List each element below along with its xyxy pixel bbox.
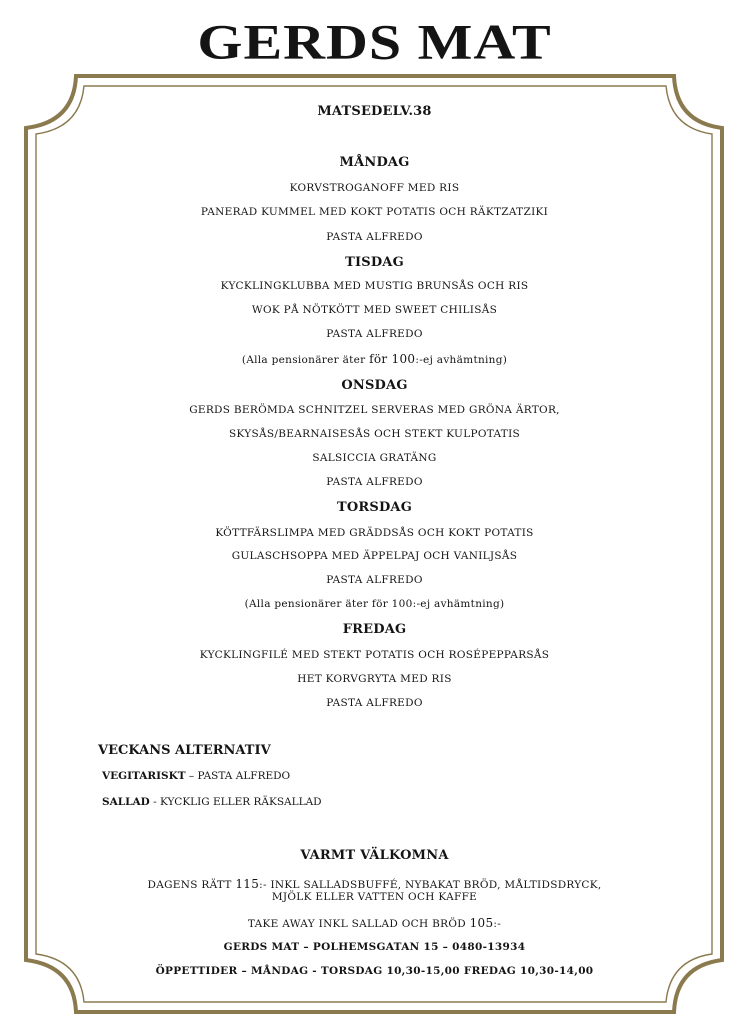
menu-item: SKYSÅS/BEARNAISESÅS OCH STEKT KULPOTATIS xyxy=(228,428,521,440)
day-heading-wednesday: ONSDAG xyxy=(341,378,408,393)
menu-item: PASTA ALFREDO xyxy=(326,574,423,586)
takeaway-suffix: :- xyxy=(493,918,502,930)
day-heading-thursday: TORSDAG xyxy=(336,500,413,515)
menu-item: KYCKLINGFILÉ MED STEKT POTATIS OCH ROSÉPEPPARSÅS xyxy=(199,649,550,661)
menu-item: PASTA ALFREDO xyxy=(326,476,423,488)
menu-item: WOK PÅ NÖTKÖTT MED SWEET CHILISÅS xyxy=(251,304,498,316)
menu-item: SALSICCIA GRATÄNG xyxy=(312,452,437,464)
frame-inner xyxy=(36,86,712,1002)
pensioner-note: (Alla pensionärer äter för 100:-ej avhämtning) xyxy=(244,598,505,610)
alternatives-heading: VECKANS ALTERNATIV xyxy=(98,743,271,758)
menu-item: PASTA ALFREDO xyxy=(326,231,423,243)
opening-hours: ÖPPETTIDER – MÅNDAG - TORSDAG 10,30-15,00 FREDAG 10,30-14,00 xyxy=(155,965,594,977)
pensioner-note-text: (Alla pensionärer äter xyxy=(241,354,370,366)
salad-label: SALLAD xyxy=(102,796,150,808)
day-heading-friday: FREDAG xyxy=(342,622,407,637)
vegetarian-text: – PASTA ALFREDO xyxy=(185,770,291,782)
salad-text: - KYCKLIG ELLER RÄKSALLAD xyxy=(149,796,322,808)
menu-item: GULASCHSOPPA MED ÄPPELPAJ OCH VANILJSÅS xyxy=(231,550,518,562)
menu-item: KYCKLINGKLUBBA MED MUSTIG BRUNSÅS OCH RIS xyxy=(220,280,529,292)
day-heading-monday: MÅNDAG xyxy=(339,155,410,170)
menu-item: PANERAD KUMMEL MED KOKT POTATIS OCH RÄKTZATZIKI xyxy=(200,206,549,218)
menu-item: PASTA ALFREDO xyxy=(326,328,423,340)
takeaway-label: TAKE AWAY INKL SALLAD OCH BRÖD xyxy=(247,918,470,930)
pensioner-note-price: för 100 xyxy=(369,352,416,366)
takeaway-info xyxy=(0,916,749,930)
menu-item: KORVSTROGANOFF MED RIS xyxy=(289,182,460,194)
daily-dish-info xyxy=(0,877,749,891)
menu-item: PASTA ALFREDO xyxy=(326,697,423,709)
restaurant-name: GERDS MAT xyxy=(197,14,552,70)
vegetarian-label: VEGITARISKT xyxy=(102,770,186,782)
alternative-vegetarian xyxy=(102,770,290,782)
daily-dish-label: DAGENS RÄTT xyxy=(147,879,236,891)
day-heading-tuesday: TISDAG xyxy=(345,255,404,270)
menu-item: HET KORVGRYTA MED RIS xyxy=(297,673,452,685)
pensioner-note-tail: :-ej avhämtning) xyxy=(415,354,508,366)
welcome-heading: VARMT VÄLKOMNA xyxy=(300,848,449,863)
takeaway-price: 105 xyxy=(469,916,494,930)
menu-item: KÖTTFÄRSLIMPA MED GRÄDDSÅS OCH KOKT POTATIS xyxy=(215,527,534,539)
daily-dish-info-cont: MJÖLK ELLER VATTEN OCH KAFFE xyxy=(271,891,478,903)
alternative-salad xyxy=(102,796,322,808)
menu-item: GERDS BERÖMDA SCHNITZEL SERVERAS MED GRÖNA ÄRTOR, xyxy=(189,404,560,416)
address-line: GERDS MAT – POLHEMSGATAN 15 – 0480-13934 xyxy=(223,941,526,953)
pensioner-note xyxy=(0,352,749,366)
daily-dish-price: 115 xyxy=(235,877,260,891)
week-title: MATSEDELV.38 xyxy=(317,104,432,119)
daily-dish-includes: :- INKL SALLADSBUFFÉ, NYBAKAT BRÖD, MÅLTIDSDRYCK, xyxy=(259,879,602,891)
